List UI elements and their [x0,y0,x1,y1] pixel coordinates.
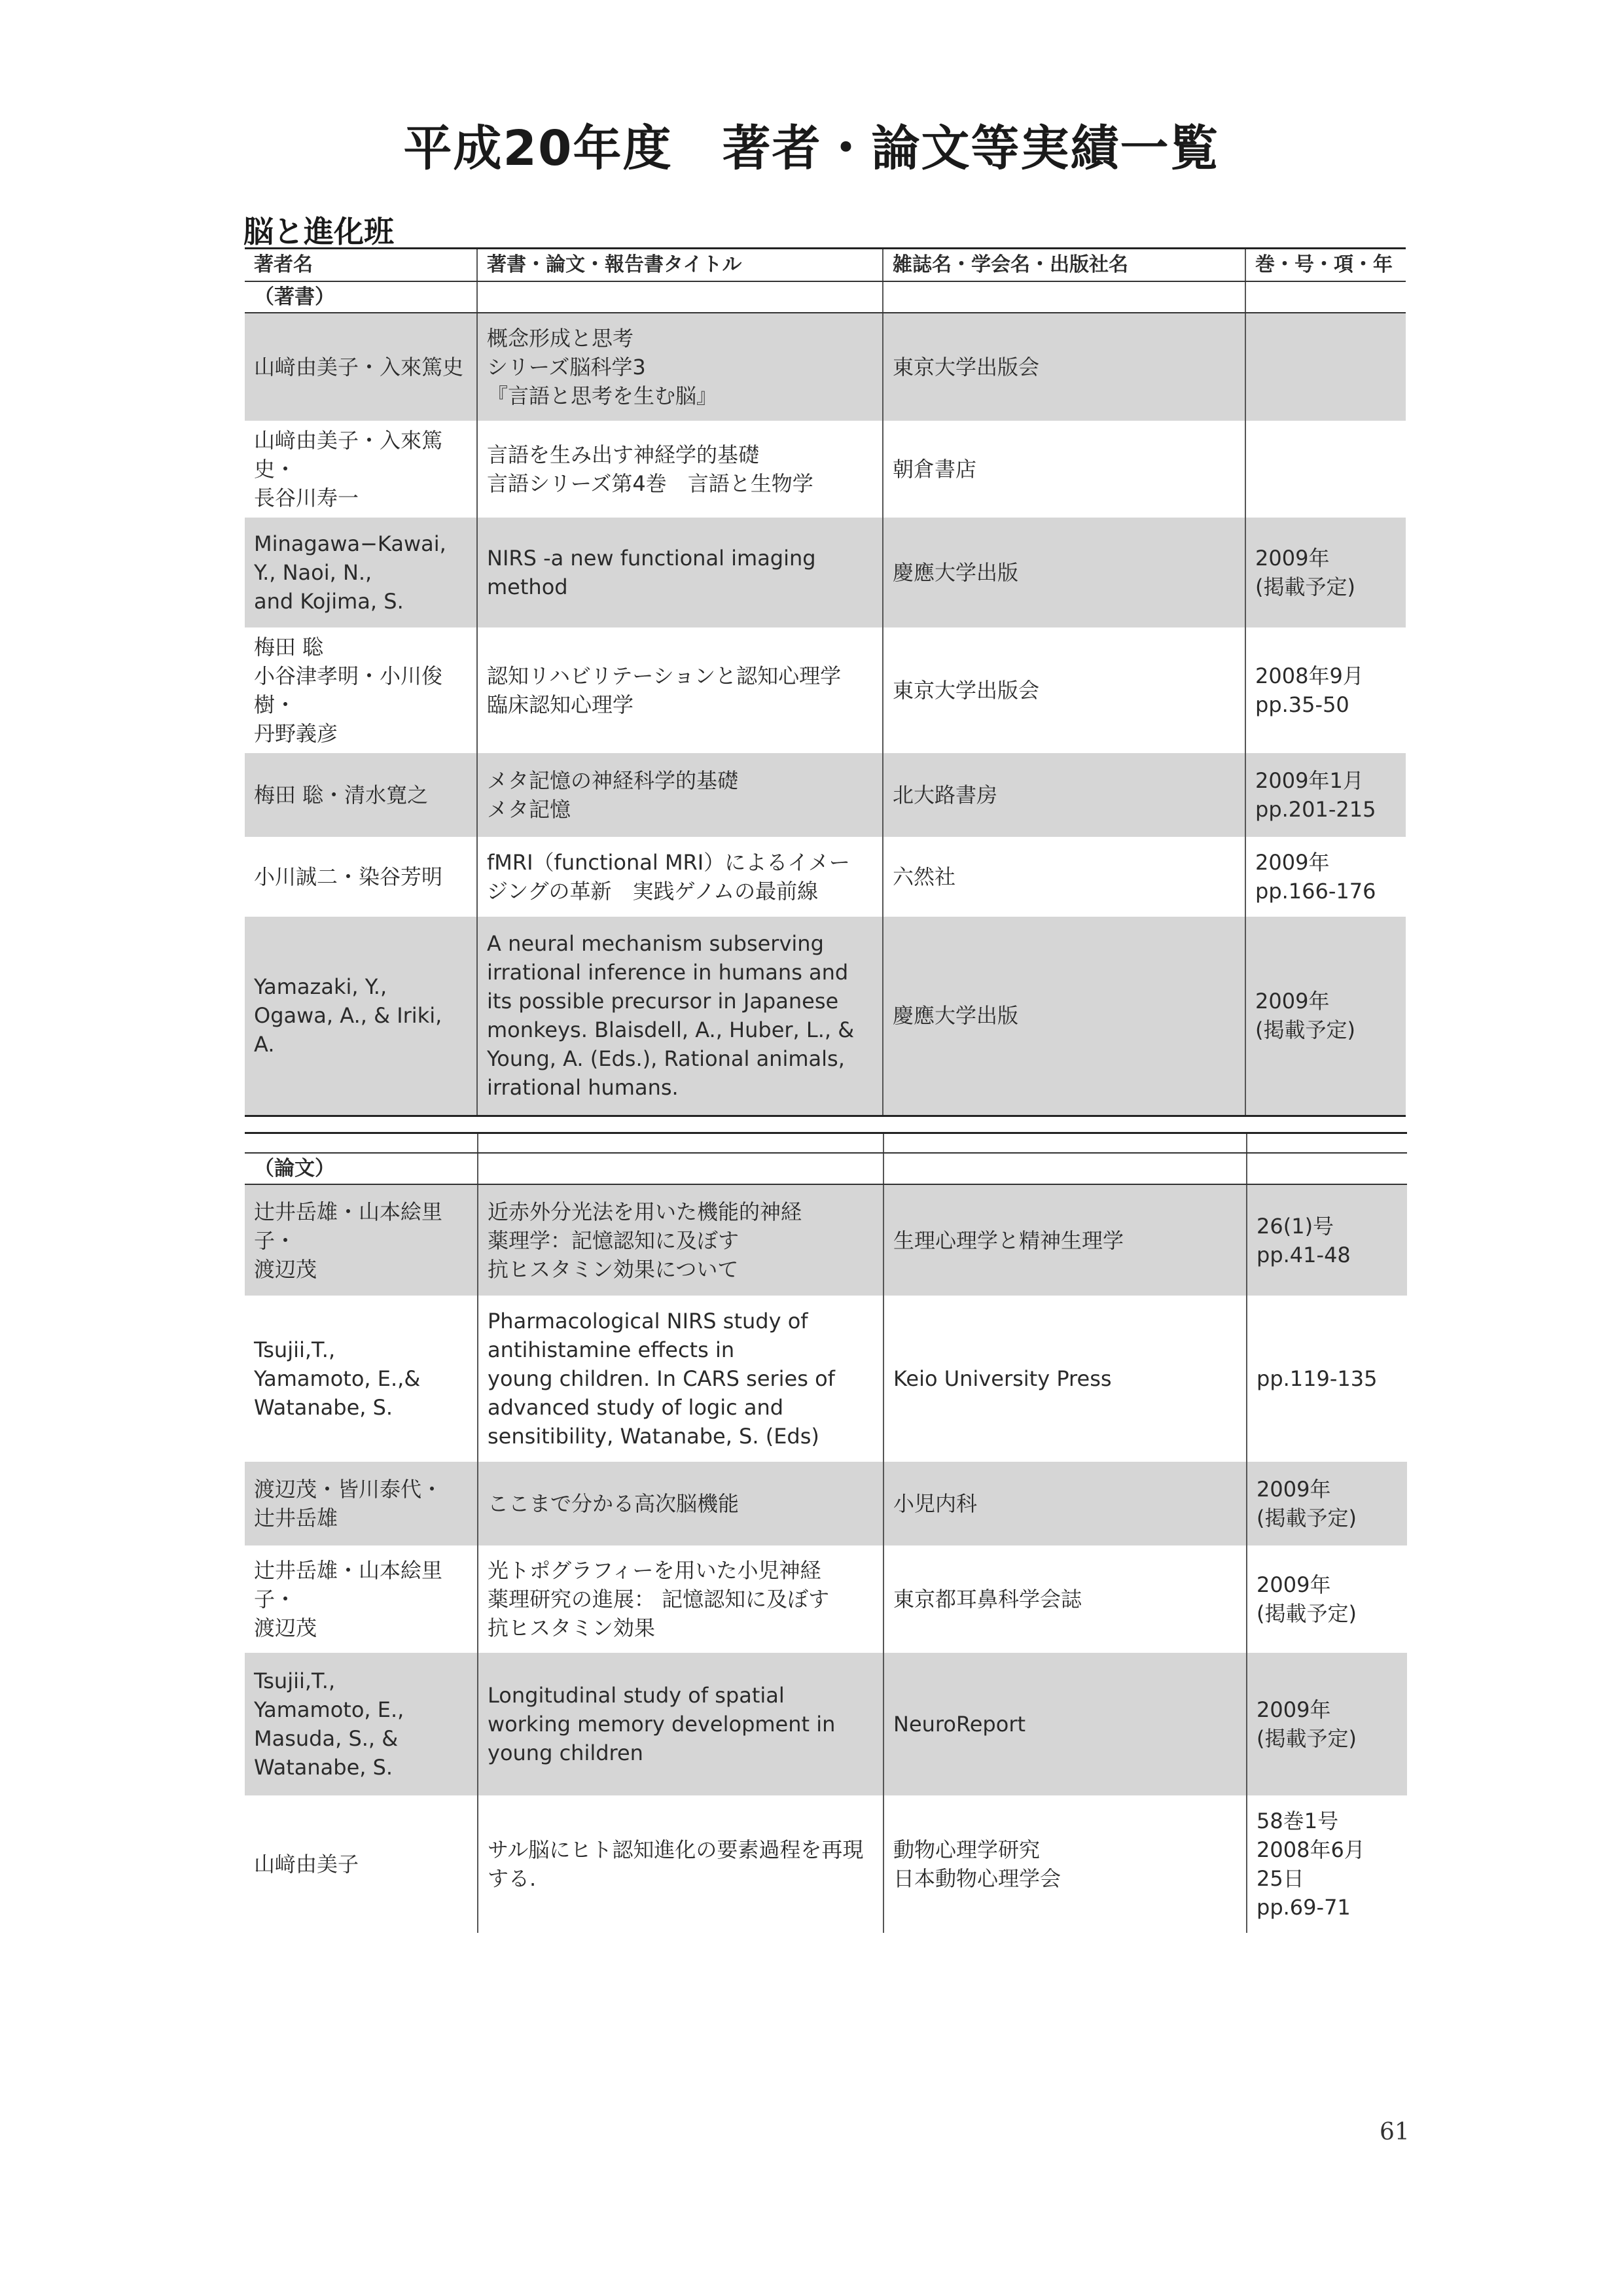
title-cell: Longitudinal study of spatial working memory development in young children [478,1653,883,1795]
category-label: （著書） [245,281,477,313]
publisher-cell: NeuroReport [883,1653,1247,1795]
table-row [245,753,1406,837]
books-table [245,247,1406,1117]
publisher-cell: 小児内科 [883,1462,1247,1545]
spacer-row [245,1133,1407,1154]
category-row [245,281,1406,313]
volume-cell: 2009年 (掲載予定) [1245,917,1406,1116]
volume-cell: pp.119-135 [1247,1296,1407,1462]
table-row [245,1184,1407,1296]
table-header [245,249,1406,282]
title-cell: A neural mechanism subserving irrational inference in humans and its possible precursor in Japanese monkeys. Blaisdell, A., Huber, L., & Young, A. (Eds.), Rational animals, irrational humans. [477,917,883,1116]
publisher-cell: 朝倉書店 [883,421,1245,518]
authors-cell: 山﨑由美子・入來篤史・ 長谷川寿一 [254,428,443,510]
volume-cell: 2008年9月 pp.35-50 [1245,627,1406,753]
page-title: 平成20年度 著者・論文等実績一覧 [403,120,1220,177]
publisher-cell: 動物心理学研究 日本動物心理学会 [883,1795,1247,1933]
title-cell: Pharmacological NIRS study of antihistamine effects in young children. In CARS series of advanced study of logic and sensitibility, Watanabe, S. (Eds) [478,1296,883,1462]
table-row [245,627,1406,753]
volume-cell: 2009年1月 pp.201-215 [1245,753,1406,837]
authors-cell: 梅田 聡・清水寛之 [245,753,477,837]
header-publisher: 雑誌名・学会名・出版社名 [883,249,1245,282]
title-cell: 言語を生み出す神経学的基礎 言語シリーズ第4巻 言語と生物学 [477,421,883,518]
authors-cell: Minagawa−Kawai, Y., Naoi, N., and Kojima, S. [245,518,477,627]
category-row [245,1153,1407,1184]
volume-cell [1245,421,1406,518]
volume-cell: 26(1)号 pp.41-48 [1247,1184,1407,1296]
title-cell: NIRS -a new functional imaging method [477,518,883,627]
publisher-cell: 慶應大学出版 [883,917,1245,1116]
authors-cell: 梅田 聡 小谷津孝明・小川俊樹・ 丹野義彦 [254,635,443,746]
publisher-cell: 六然社 [883,837,1245,917]
header-title: 著書・論文・報告書タイトル [477,249,883,282]
table-row [245,1545,1407,1653]
authors-cell: 小川誠二・染谷芳明 [254,864,443,889]
table-row [245,1653,1407,1795]
publisher-cell: 東京都耳鼻科学会誌 [883,1545,1247,1653]
table-row [245,313,1406,421]
authors-cell: Yamazaki, Y., Ogawa, A., & Iriki, A. [245,917,477,1116]
header-volume: 巻・号・項・年 [1245,249,1406,282]
volume-cell: 2009年 pp.166-176 [1245,837,1406,917]
title-cell: 光トポグラフィーを用いた小児神経 薬理研究の進展： 記憶認知に及ぼす 抗ヒスタミン効果 [478,1545,883,1653]
table-row [245,837,1406,917]
table-row [245,1795,1407,1933]
authors-cell: 辻井岳雄・山本絵里子・ 渡辺茂 [254,1558,443,1640]
header-authors: 著者名 [245,249,477,282]
title-cell: 認知リハビリテーションと認知心理学 臨床認知心理学 [477,627,883,753]
table-row [245,1296,1407,1462]
volume-cell: 58巻1号 2008年6月 25日 pp.69-71 [1247,1795,1407,1933]
volume-cell: 2009年 (掲載予定) [1247,1462,1407,1545]
title-cell: メタ記憶の神経科学的基礎 メタ記憶 [477,753,883,837]
volume-cell: 2009年 (掲載予定) [1245,518,1406,627]
section-title: 脳と進化班 [243,214,394,249]
title-cell: 近赤外分光法を用いた機能的神経 薬理学：記憶認知に及ぼす 抗ヒスタミン効果について [478,1184,883,1296]
title-cell: ここまで分かる高次脳機能 [478,1462,883,1545]
volume-cell: 2009年 (掲載予定) [1247,1653,1407,1795]
publisher-cell: 東京大学出版会 [883,313,1245,421]
papers-table [245,1132,1407,1933]
authors-cell: 山﨑由美子・入來篤史 [245,313,477,421]
table-row [245,1462,1407,1545]
authors-cell: 渡辺茂・皆川泰代・ 辻井岳雄 [245,1462,478,1545]
title-cell: サル脳にヒト認知進化の要素過程を再現 する. [478,1795,883,1933]
publisher-cell: 東京大学出版会 [883,627,1245,753]
publisher-cell: Keio University Press [883,1296,1247,1462]
authors-cell: Tsujii,T., Yamamoto, E., Masuda, S., & Watanabe, S. [245,1653,478,1795]
publisher-cell: 生理心理学と精神生理学 [883,1184,1247,1296]
volume-cell [1245,313,1406,421]
authors-cell: Tsujii,T., Yamamoto, E.,& Watanabe, S. [254,1337,421,1420]
table-row [245,421,1406,518]
publisher-cell: 北大路書房 [883,753,1245,837]
category-label: （論文） [245,1153,478,1184]
page-number: 61 [1380,2119,1410,2146]
authors-cell: 辻井岳雄・山本絵里子・ 渡辺茂 [245,1184,478,1296]
title-cell: 概念形成と思考 シリーズ脳科学3 『言語と思考を生む脳』 [477,313,883,421]
authors-cell: 山﨑由美子 [254,1852,359,1877]
volume-cell: 2009年 (掲載予定) [1247,1545,1407,1653]
table-row [245,917,1406,1116]
publisher-cell: 慶應大学出版 [883,518,1245,627]
table-row [245,518,1406,627]
title-cell: fMRI（functional MRI）によるイメー ジングの革新 実践ゲノムの最前線 [477,837,883,917]
